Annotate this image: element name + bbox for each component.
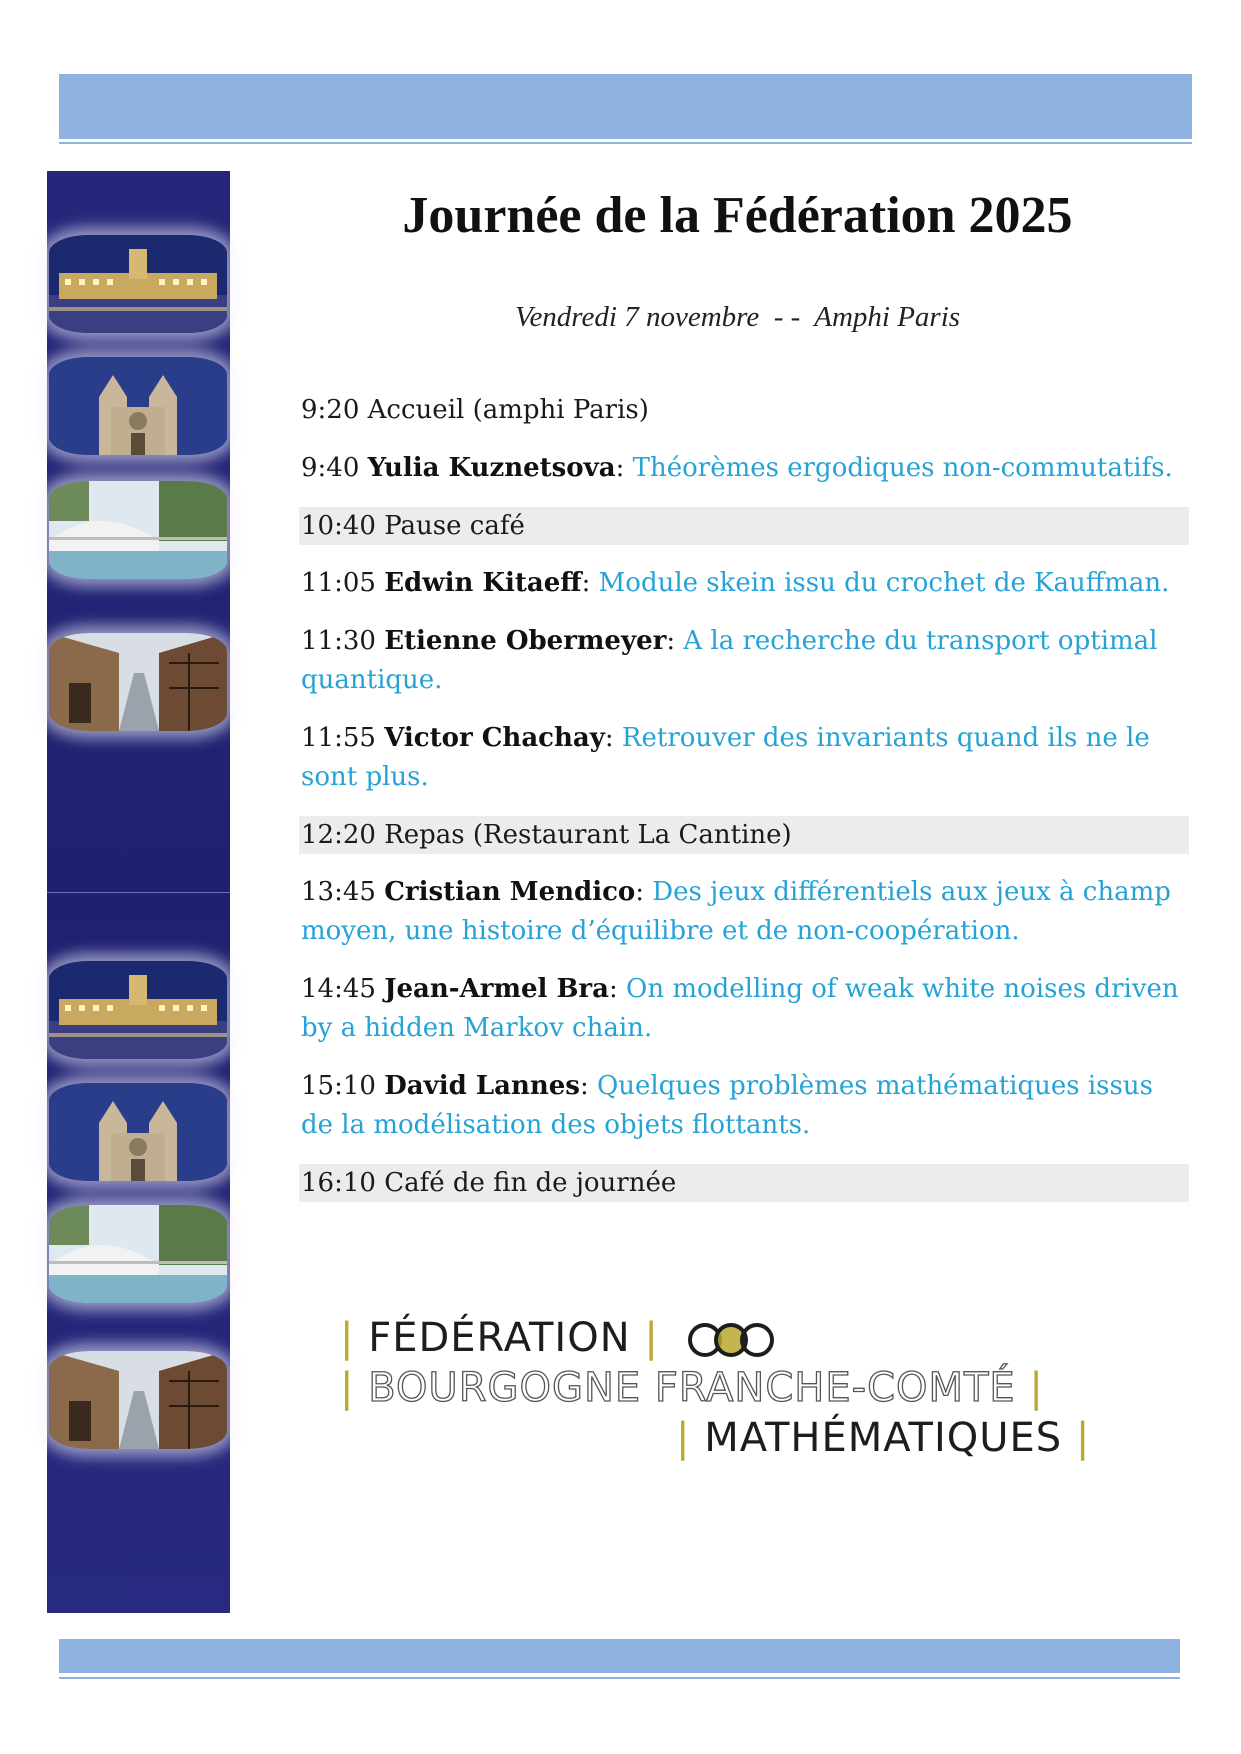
- talk-title: On modelling of weak white noises driven by a hidden Markov chain.: [301, 974, 1179, 1043]
- schedule-entry: [299, 507, 1189, 545]
- entry-time: 15:10: [301, 1071, 376, 1101]
- speaker-name: Yulia Kuznetsova: [367, 453, 616, 483]
- logo-line-1: | FÉDÉRATION |: [340, 1315, 777, 1361]
- bridge-photo: [49, 1205, 227, 1303]
- schedule-entry: 11:30 Etienne Obermeyer: A la recherche du transport optimal quantique.: [301, 626, 1158, 695]
- rings-icon: [685, 1320, 777, 1360]
- schedule-entry: 11:55 Victor Chachay: Retrouver des invariants quand ils ne le sont plus.: [301, 723, 1150, 792]
- talk-title: A la recherche du transport optimal quantique.: [301, 626, 1158, 695]
- cathedral-photo: [49, 357, 227, 455]
- entry-time: 11:30: [301, 626, 376, 656]
- event-subtitle: Vendredi 7 novembre - - Amphi Paris: [514, 301, 961, 333]
- schedule-entry: 9:40 Yulia Kuznetsova: Théorèmes ergodiques non-commutatifs.: [301, 453, 1173, 483]
- strip-divider: [47, 892, 230, 893]
- schedule-entry: 14:45 Jean-Armel Bra: On modelling of weak white noises driven by a hidden Markov chain.: [301, 974, 1179, 1043]
- entry-time: 9:20: [301, 395, 360, 425]
- talk-title: Des jeux différentiels aux jeux à champ moyen, une histoire d’équilibre et de non-coopération.: [301, 877, 1171, 946]
- street-photo: [49, 633, 227, 731]
- entry-time: 14:45: [301, 974, 376, 1004]
- speaker-name: Etienne Obermeyer: [384, 626, 667, 656]
- cathedral-photo: [49, 1083, 227, 1181]
- entry-label: Repas (Restaurant La Cantine): [384, 820, 792, 850]
- talk-title: Quelques problèmes mathématiques issus de la modélisation des objets flottants.: [301, 1071, 1153, 1140]
- entry-label: Café de fin de journée: [384, 1168, 677, 1198]
- speaker-name: Jean-Armel Bra: [384, 974, 609, 1004]
- speaker-name: Cristian Mendico: [384, 877, 636, 907]
- logo-line-3: | MATHÉMATIQUES |: [676, 1415, 1091, 1461]
- talk-title: Théorèmes ergodiques non-commutatifs.: [632, 453, 1173, 483]
- entry-label: Pause café: [384, 511, 525, 541]
- schedule-entry: 15:10 David Lannes: Quelques problèmes mathématiques issus de la modélisation des objets flottants.: [301, 1071, 1153, 1140]
- entry-time: 11:05: [301, 568, 376, 598]
- federation-logo: [340, 1315, 1140, 1465]
- palace-photo: [49, 235, 227, 333]
- entry-time: 9:40: [301, 453, 360, 483]
- footer-rule: [59, 1677, 1180, 1679]
- bridge-photo: [49, 481, 227, 579]
- header-band: [59, 74, 1192, 139]
- speaker-name: Victor Chachay: [384, 723, 605, 753]
- speaker-name: David Lannes: [384, 1071, 580, 1101]
- schedule-entry: 13:45 Cristian Mendico: Des jeux différentiels aux jeux à champ moyen, une histoire d’équilibre et de non-coopération.: [301, 877, 1171, 946]
- page-title: Journée de la Fédération 2025: [402, 187, 1073, 244]
- entry-time: 11:55: [301, 723, 376, 753]
- entry-time: 10:40: [301, 511, 376, 541]
- schedule-entry: [299, 1164, 1189, 1202]
- schedule-entry: 11:05 Edwin Kitaeff: Module skein issu du crochet de Kauffman.: [301, 568, 1170, 598]
- street-photo: [49, 1351, 227, 1449]
- speaker-name: Edwin Kitaeff: [384, 568, 582, 598]
- logo-line-2: | BOURGOGNE FRANCHE-COMTÉ |: [340, 1365, 1044, 1411]
- entry-time: 13:45: [301, 877, 376, 907]
- header-rule: [59, 142, 1192, 144]
- schedule-entry: [299, 816, 1189, 854]
- entry-time: 16:10: [301, 1168, 376, 1198]
- talk-title: Module skein issu du crochet de Kauffman.: [598, 568, 1170, 598]
- entry-label: Accueil (amphi Paris): [367, 395, 649, 425]
- footer-band: [59, 1639, 1180, 1673]
- schedule: [299, 391, 1189, 1221]
- talk-title: Retrouver des invariants quand ils ne le sont plus.: [301, 723, 1150, 792]
- schedule-entry: [299, 391, 1189, 430]
- palace-photo: [49, 961, 227, 1059]
- photo-strip: [47, 171, 230, 1613]
- entry-time: 12:20: [301, 820, 376, 850]
